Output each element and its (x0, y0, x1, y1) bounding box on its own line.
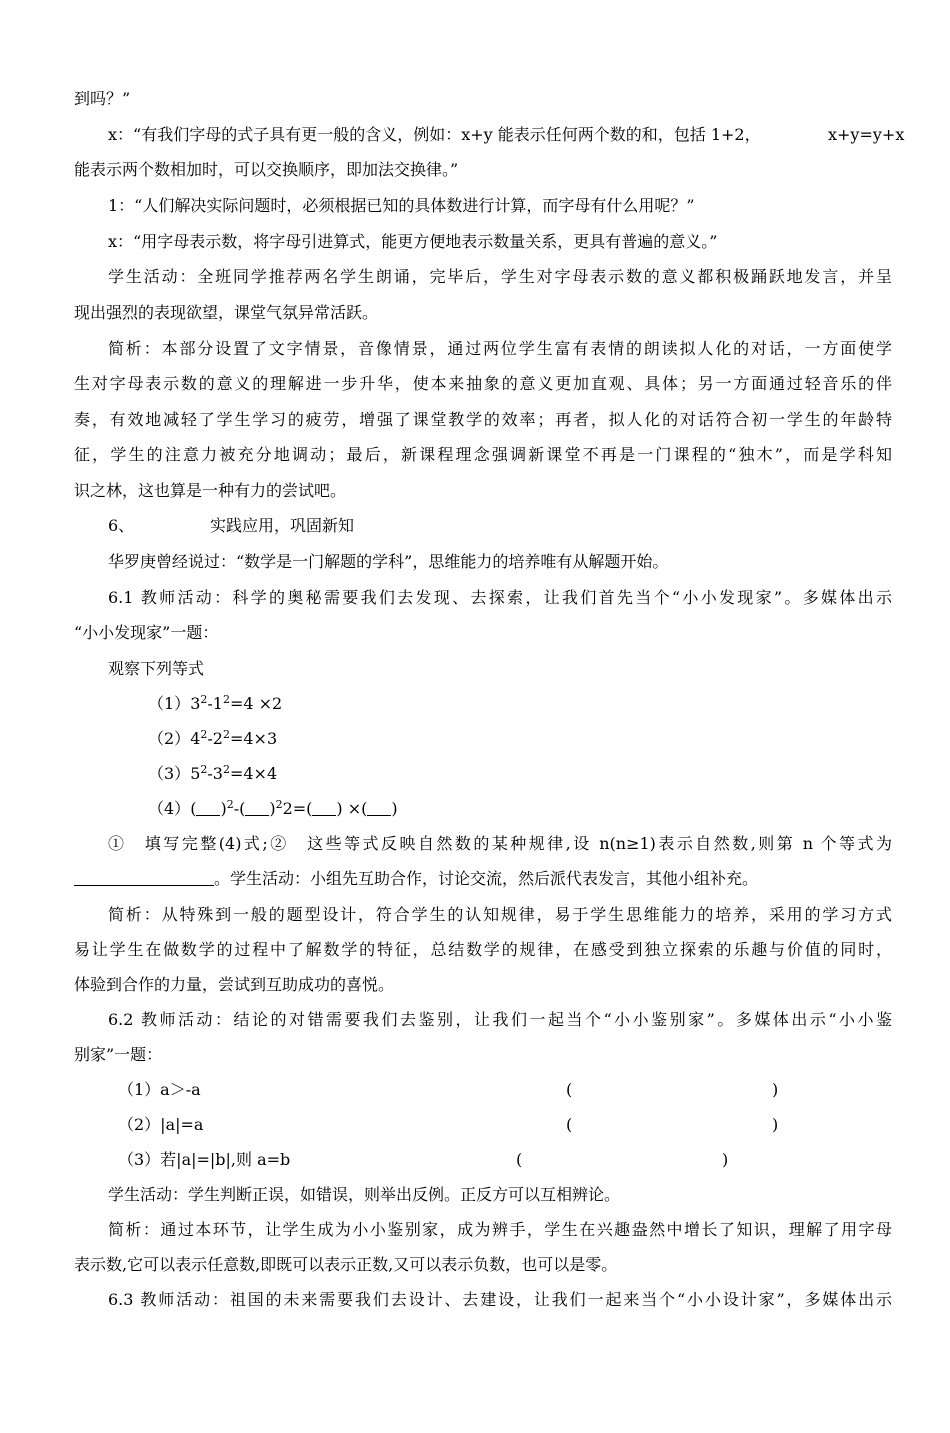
analysis-line: 易让学生在做数学的过程中了解数学的特征，总结数学的规律，在感受到独立探索的乐趣与价值的同时， (74, 940, 892, 959)
analysis-line: 表示数,它可以表示任意数,即既可以表示正数,又可以表示负数，也可以是零。 (74, 1255, 618, 1274)
dialogue-x-line: x：“有我们字母的式子具有更一般的含义，例如：x+y 能表示任何两个数的和，包括 1+2， (108, 125, 761, 144)
answer-blank (312, 801, 336, 816)
analysis-line: 简析：通过本环节，让学生成为小小鉴别家，成为辨手，学生在兴趣盎然中增长了知识，理解了用字母 (108, 1220, 892, 1239)
paragraph-line: 别家”一题： (74, 1045, 163, 1064)
answer-blank (74, 871, 214, 886)
task-line: 。学生活动：小组先互助合作，讨论交流，然后派代表发言，其他小组补充。 (74, 868, 758, 890)
answer-blank (245, 801, 269, 816)
answer-blank (367, 801, 391, 816)
answer-blank (196, 801, 220, 816)
paren-open: ( (566, 1080, 573, 1099)
judge-item-1: （1）a＞-a (118, 1080, 201, 1099)
equation-4: （4）( )$^2$-( )$^2$2=( ) ×( ) (148, 798, 398, 818)
judge-item-3: （3）若|a|=|b|,则 a=b (118, 1150, 291, 1169)
paragraph-line: 6.2 教师活动：结论的对错需要我们去鉴别，让我们一起当个“小小鉴别家”。多媒体出示“小小鉴 (108, 1010, 892, 1029)
analysis-line: 奏，有效地减轻了学生学习的疲劳，增强了课堂教学的效率；再者，拟人化的对话符合初一学生的年龄特 (74, 410, 892, 429)
paren-close: ) (772, 1080, 779, 1099)
paragraph-line: “小小发现家”一题： (74, 623, 219, 642)
paragraph-line: 到吗？” (74, 89, 131, 108)
analysis-line: 体验到合作的力量，尝试到互助成功的喜悦。 (74, 975, 395, 994)
dialogue-x-line: x：“用字母表示数，将字母引进算式，能更方便地表示数量关系，更具有普遍的意义。” (108, 232, 718, 251)
dialogue-1-line: 1：“人们解决实际问题时，必须根据已知的具体数进行计算，而字母有什么用呢？” (108, 196, 695, 215)
quote-line: 华罗庚曾经说过：“数学是一门解题的学科”，思维能力的培养唯有从解题开始。 (108, 552, 669, 571)
paren-open: ( (516, 1150, 523, 1169)
paragraph-line: 现出强烈的表现欲望，课堂气氛异常活跃。 (74, 303, 379, 322)
paragraph-line: 观察下列等式 (108, 659, 205, 678)
analysis-line: 生对字母表示数的意义的理解进一步升华，使本来抽象的意义更加直观、具体；另一方面通过轻音乐的伴 (74, 374, 892, 393)
task-line: ① 填写完整(4)式;② 这些等式反映自然数的某种规律,设 n(n≥1)表示自然数,则第 n 个等式为 (108, 834, 892, 853)
analysis-line: 征，学生的注意力被充分地调动；最后，新课程理念强调新课堂不再是一门课程的“独木”，而是学科知 (74, 445, 892, 464)
paren-open: ( (566, 1115, 573, 1134)
judge-item-2: （2）|a|=a (118, 1115, 204, 1134)
equation-2: $(2)4^2-2^2=4\times 3$ (148, 728, 278, 748)
paren-close: ) (772, 1115, 779, 1134)
paragraph-line: 6.1 教师活动：科学的奥秘需要我们去发现、去探索，让我们首先当个“小小发现家”。多媒体出示 (108, 588, 892, 607)
paragraph-line: 6.3 教师活动：祖国的未来需要我们去设计、去建设，让我们一起来当个“小小设计家”，多媒体出示 (108, 1290, 892, 1309)
paragraph-line: 学生活动：学生判断正误，如错误，则举出反例。正反方可以互相辨论。 (108, 1185, 621, 1204)
paren-close: ) (722, 1150, 729, 1169)
section-title: 实践应用，巩固新知 (210, 516, 355, 535)
equation-1: $(1)3^2-1^2=4 \times 2$ (148, 693, 283, 713)
analysis-line: 识之林，这也算是一种有力的尝试吧。 (74, 481, 347, 500)
paragraph-line: 学生活动：全班同学推荐两名学生朗诵，完毕后，学生对字母表示数的意义都积极踊跃地发言，并呈 (108, 267, 892, 286)
dialogue-formula: x+y=y+x (828, 125, 905, 144)
paragraph-line: 能表示两个数相加时，可以交换顺序，即加法交换律。” (74, 160, 459, 179)
analysis-line: 简析：从特殊到一般的题型设计，符合学生的认知规律，易于学生思维能力的培养，采用的学习方式 (108, 905, 892, 924)
equation-3: $(3)5^2-3^2=4\times 4$ (148, 763, 278, 783)
analysis-line: 简析：本部分设置了文字情景，音像情景，通过两位学生富有表情的朗读拟人化的对话，一方面使学 (108, 339, 892, 358)
section-number: 6、 (108, 516, 135, 535)
